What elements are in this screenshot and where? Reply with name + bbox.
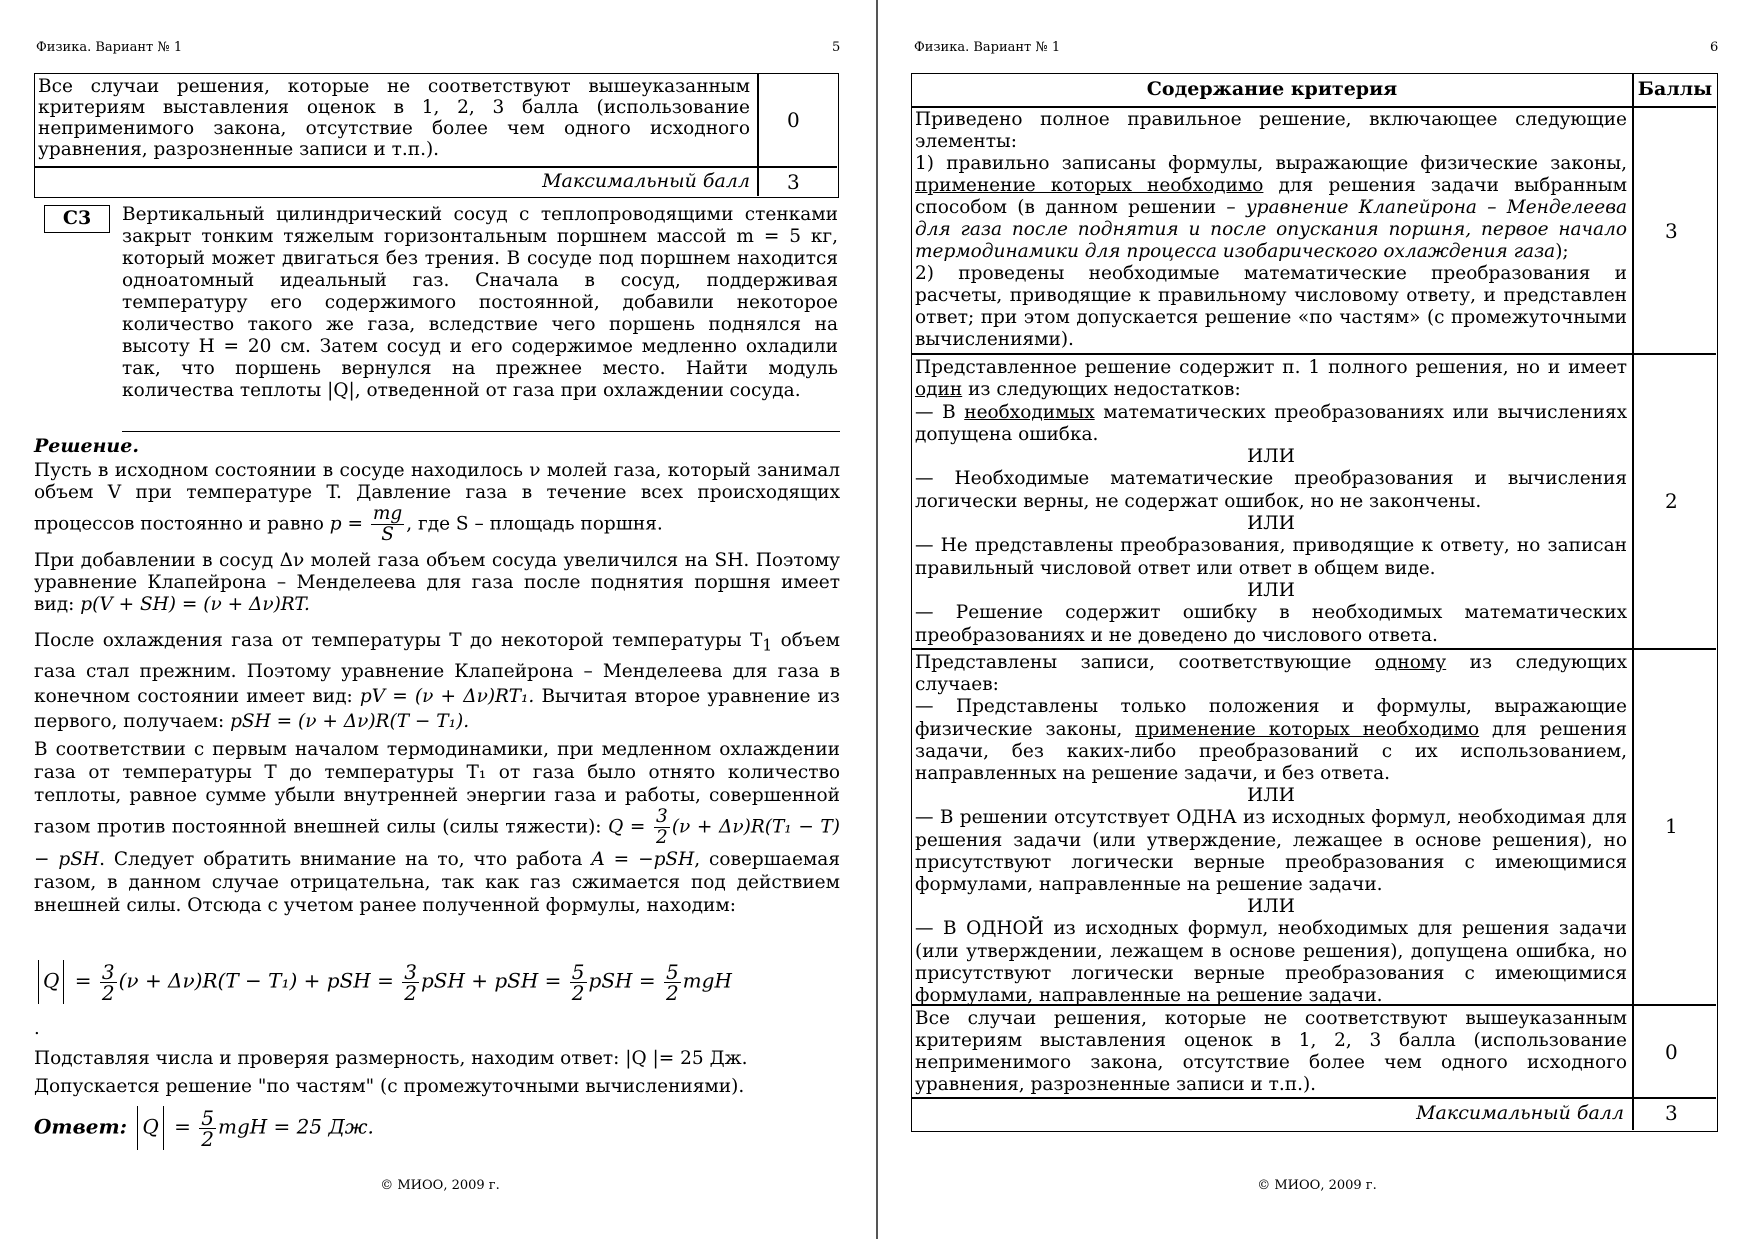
answer-line: Ответ: Q = $\frac{5}{2}$ mgH = 25 Дж. [34,1105,374,1151]
left-page-number: 5 [832,40,841,55]
criterion-2-score: 2 [1665,489,1678,513]
right-header-title: Физика. Вариант № 1 [914,40,1061,55]
right-page [880,0,1754,1239]
task-text: Вертикальный цилиндрический сосуд с теплопроводящими стенками закрыт тонким тяжелым горизонтальным поршнем массой m = 5 кг, который может двигаться без трения. В сосуде под поршнем находится одноатомный идеальный газ. Сначала в сосуд, поддерживая температуру его содержимого постоянной, добавили некоторое количество такого же газа, вследствие чего поршень поднялся на высоту H = 20 см. Затем сосуд и его содержимое медленно охладили так, что поршень вернулся на прежнее место. Найти модуль количества теплоты |Q|, отведенной от газа при охлаждении сосуда. [122,204,838,401]
task-underline [122,431,840,432]
column-header-content: Содержание критерия [1146,78,1398,100]
criterion-0-score: 0 [1665,1040,1678,1064]
criterion-1-text: Представлены записи, соответствующие одному из следующих случаев: — Представлены только положения и формулы, выражающие физические законы, применение которых необходимо для решения задачи, без каких-либо преобразований с их использованием, направленных на решение задачи, и без ответа. ИЛИ — В решении отсутствует ОДНА из исходных формул, необходимая для решения задачи (или утверждение, лежащее в основе решения), но присутствуют логически верные преобразования с имеющимися формулами, направленные на решение задачи. ИЛИ — В ОДНОЙ из исходных формул, необходимых для решения задачи (или утверждении, лежащем в основе решения), допущена ошибка, но присутствуют логически верные преобразования с имеющимися формулами, направленные на решение задачи. [915,652,1628,1007]
solution-paragraph-6: Допускается решение "по частям" (с промежуточными вычислениями). [34,1076,745,1097]
final-equation: Q = $\frac{3}{2}$ (ν + Δν)R(T − T₁) + pSH = $\frac{3}{2}$ pSH + pSH = $\frac{5}{2}$ pSH = $\frac{5}{2}$ mgH [34,960,732,1004]
column-header-score: Баллы [1637,78,1713,100]
criterion-0-text: Все случаи решения, которые не соответствуют вышеуказанным критериям выставления оценок в 1, 2, 3 балла (использование неприменимого закона, отсутствие более чем одного исходного уравнения, разрозненные записи и т.п.). [915,1008,1627,1095]
solution-paragraph-5: Подставляя числа и проверяя размерность, находим ответ: |Q |= 25 Дж. [34,1048,748,1069]
solution-paragraph-3: После охлаждения газа от температуры T до некоторой температуры $T_1$ объем газа стал прежним. Поэтому уравнение Клапейрона – Менделеева для газа в конечном состоянии имеет вид: pV = (ν + Δν)RT₁. Вычитая второе уравнение из первого, получаем: pSH = (ν + Δν)R(T − T₁). [34,630,840,732]
right-footer: © МИОО, 2009 г. [1257,1178,1377,1193]
criterion-3-text: Приведено полное правильное решение, включающее следующие элементы: 1) правильно записаны формулы, выражающие физические законы, применение которых необходимо для решения задачи выбранным способом (в данном решении – уравнение Клапейрона – Менделеева для газа после поднятия и после опускания поршня, первое начало термодинамики для процесса изобарического охлаждения газа); 2) проведены необходимые математические преобразования и расчеты, приводящие к правильному числовому ответу, и представлен ответ; при этом допускается решение «по частям» (с промежуточными вычислениями). [915,109,1627,350]
criterion-1-score: 1 [1665,814,1678,838]
left-max-label: Максимальный балл [542,170,750,192]
left-criteria-zero-score: 0 [787,108,800,132]
right-criteria-table [911,73,1718,1132]
left-header-title: Физика. Вариант № 1 [36,40,183,55]
left-criteria-table [34,73,839,198]
right-page-number: 6 [1710,40,1719,55]
left-footer: © МИОО, 2009 г. [380,1178,500,1193]
page-divider [876,0,878,1239]
right-max-score: 3 [1665,1101,1678,1125]
criterion-3-score: 3 [1665,219,1678,243]
equation-dot: . [34,1018,40,1039]
solution-paragraph-1: Пусть в исходном состоянии в сосуде находилось ν молей газа, который занимал объем V при температуре T. Давление газа в течение всех происходящих процессов постоянно и равно p = $\frac{mg}{S}$ , где S – площадь поршня. [34,460,840,545]
solution-paragraph-2: При добавлении в сосуд Δν молей газа объем сосуда увеличился на SH. Поэтому уравнение Клапейрона – Менделеева для газа после поднятия поршня имеет вид: p(V + SH) = (ν + Δν)RT. [34,550,840,615]
left-max-score: 3 [787,170,800,194]
pressure-fraction: $\frac{mg}{S}$ [372,503,403,545]
left-criteria-zero-text: Все случаи решения, которые не соответствуют вышеуказанным критериям выставления оценок в 1, 2, 3 балла (использование неприменимого закона, отсутствие более чем одного исходного уравнения, разрозненные записи и т.п.). [38,76,750,160]
solution-label: Решение. [34,435,139,457]
right-max-label: Максимальный балл [1416,1102,1624,1124]
task-label: С3 [44,205,110,233]
criterion-2-text: Представленное решение содержит п. 1 полного решения, но и имеет один из следующих недостатков: — В необходимых математических преобразованиях или вычислениях допущена ошибка. ИЛИ — Необходимые математические преобразования и вычисления логически верны, не содержат ошибок, но не закончены. ИЛИ — Не представлены преобразования, приводящие к ответу, но записан правильный числовой ответ или ответ в общем виде. ИЛИ — Решение содержит ошибку в необходимых математических преобразованиях и не доведено до числового ответа. [915,357,1628,646]
solution-paragraph-4: В соответствии с первым началом термодинамики, при медленном охлаждении газа от температуры T до температуры T₁ от газа было отнято количество теплоты, равное сумме убыли внутренней энергии газа и работы, совершенной газом против постоянной внешней силы (силы тяжести): Q = $\frac{3}{2}$ (ν + Δν)R(T₁ − T) − pSH. Следует обратить внимание на то, что работа A = −pSH, совершаемая газом, в данном случае отрицательна, так как газ сжимается под действием внешней силы. Отсюда с учетом ранее полученной формулы, находим: [34,739,841,916]
